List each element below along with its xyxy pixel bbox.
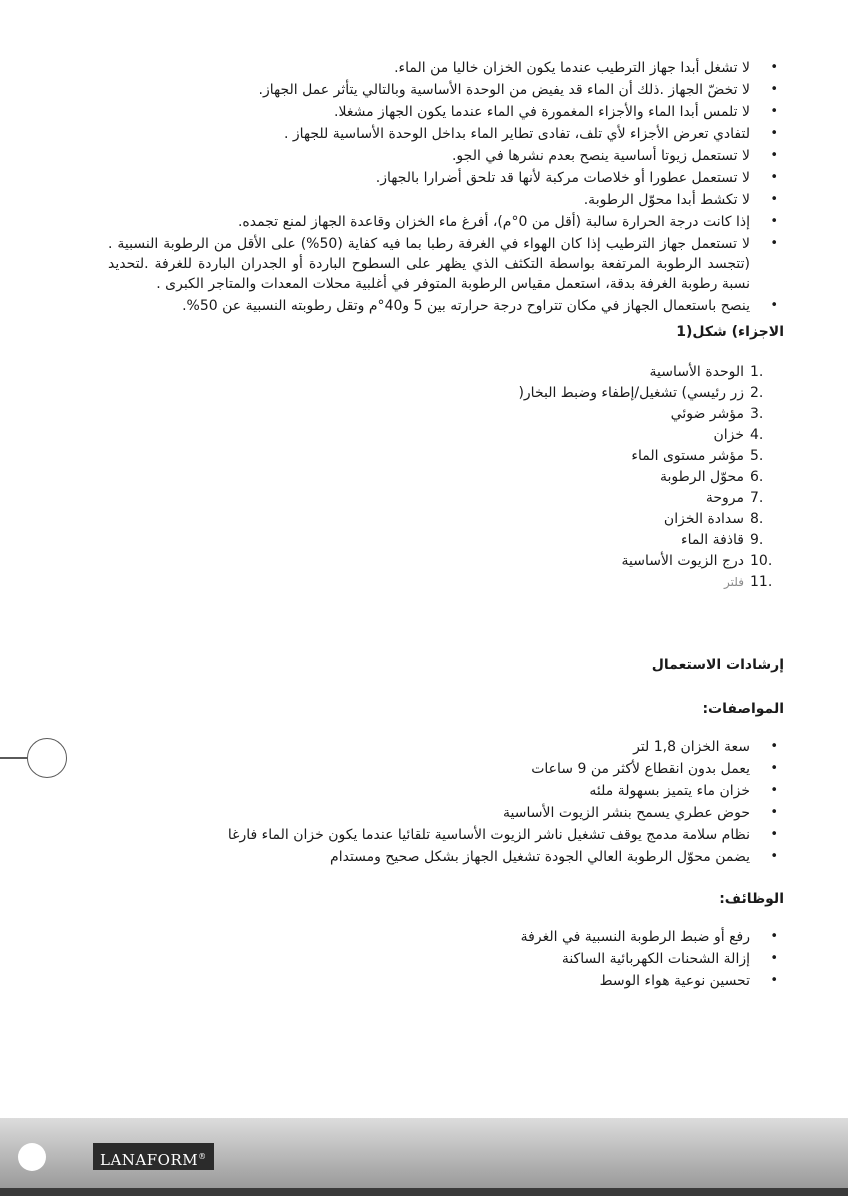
list-item: • خزان ماء يتميز بسهولة ملئه: [108, 781, 784, 801]
list-item: • لا تستعمل زيوتا أساسية ينصح بعدم نشرها في الجو.: [108, 146, 784, 166]
item-number: 6.: [750, 469, 764, 485]
list-item: • تحسين نوعية هواء الوسط: [108, 971, 784, 991]
list-item: [108, 383, 784, 404]
specs-list: [108, 737, 784, 867]
list-item: • إذا كانت درجة الحرارة سالبة (أقل من 0°م)، أفرغ ماء الخزان وقاعدة الجهاز لمنع تجمده.: [108, 212, 784, 232]
list-item: • لا تكشط أبدا محوّل الرطوبة.: [108, 190, 784, 210]
item-label: سدادة الخزان: [663, 511, 744, 527]
list-item: • يضمن محوّل الرطوبة العالي الجودة تشغيل الجهاز بشكل صحيح ومستدام: [108, 847, 784, 867]
functions-heading: الوظائف:: [719, 891, 784, 907]
margin-marker-line: [0, 757, 28, 759]
page-content: [108, 58, 784, 993]
registered-mark: ®: [198, 1152, 207, 1161]
list-item: • لتفادي تعرض الأجزاء لأي تلف، تفادى تطاير الماء بداخل الوحدة الأساسية للجهاز .: [108, 124, 784, 144]
item-number: 3.: [750, 406, 764, 422]
item-label: محوّل الرطوبة: [659, 469, 744, 485]
list-item: [108, 467, 784, 488]
list-item: • سعة الخزان 1,8 لتر: [108, 737, 784, 757]
list-item: [108, 509, 784, 530]
functions-list: [108, 927, 784, 991]
item-number: 9.: [750, 532, 764, 548]
parts-heading: الاجزاء) شكل(1: [676, 324, 784, 340]
item-number: 11.: [750, 574, 773, 590]
list-item: [108, 404, 784, 425]
item-number: 4.: [750, 427, 764, 443]
brand-name: LANAFORM: [100, 1151, 199, 1169]
list-item: • لا تخضّ الجهاز .ذلك أن الماء قد يفيض من الوحدة الأساسية وبالتالي يتأثر عمل الجهاز.: [108, 80, 784, 100]
item-label: فلتر: [724, 575, 744, 589]
item-label: مؤشر مستوى الماء: [631, 448, 744, 464]
item-label: مروحة: [705, 490, 744, 506]
brand-logo: [93, 1143, 214, 1170]
item-number: 8.: [750, 511, 764, 527]
warnings-list: [108, 58, 784, 316]
list-item: • إزالة الشحنات الكهربائية الساكنة: [108, 949, 784, 969]
list-item: • نظام سلامة مدمج يوقف تشغيل ناشر الزيوت الأساسية تلقائيا عندما يكون خزان الماء فارغا: [108, 825, 784, 845]
list-item: • لا تستعمل عطورا أو خلاصات مركبة لأنها قد تلحق أضرارا بالجهاز.: [108, 168, 784, 188]
margin-circle-marker: [27, 738, 67, 778]
item-number: 7.: [750, 490, 764, 506]
footer-bottom-strip: [0, 1188, 848, 1196]
item-number: 10.: [750, 553, 773, 569]
specs-heading: المواصفات:: [702, 701, 784, 717]
item-number: 2.: [750, 385, 764, 401]
list-item: [108, 362, 784, 383]
list-item: [108, 530, 784, 551]
item-number: 5.: [750, 448, 764, 464]
list-item: • لا تلمس أبدا الماء والأجزاء المغمورة في الماء عندما يكون الجهاز مشغلا.: [108, 102, 784, 122]
list-item: • رفع أو ضبط الرطوبة النسبية في الغرفة: [108, 927, 784, 947]
item-label: الوحدة الأساسية: [649, 364, 744, 380]
parts-list: [108, 362, 784, 593]
item-number: 1.: [750, 364, 764, 380]
list-item: [108, 572, 784, 593]
list-item: • حوض عطري يسمح بنشر الزيوت الأساسية: [108, 803, 784, 823]
item-label: خزان: [713, 427, 744, 443]
item-label: قاذفة الماء: [681, 532, 744, 548]
list-item: • يعمل بدون انقطاع لأكثر من 9 ساعات: [108, 759, 784, 779]
instructions-heading: إرشادات الاستعمال: [651, 657, 784, 673]
page-number-dot: [18, 1143, 46, 1171]
list-item: [108, 425, 784, 446]
item-label: زر رئيسي) تشغيل/إطفاء وضبط البخار(: [518, 385, 744, 401]
list-item: • لا تستعمل جهاز الترطيب إذا كان الهواء في الغرفة رطبا بما فيه كفاية (50%) على الأقل من الرطوبة النسبية .(تتجسد الرطوبة المرتفعة بواسطة التكثف الذي يظهر على السطوح الباردة أو الجدران الباردة للغرفة .لتحديد نسبة رطوبة الغرفة بدقة، استعمل مقياس الرطوبة المتوفر في أغلبية محلات المعدات والمتاجر الكبرى .: [108, 234, 784, 294]
list-item: • ينصح باستعمال الجهاز في مكان تتراوح درجة حرارته بين 5 و40°م وتقل رطوبته النسبية عن 50%.: [108, 296, 784, 316]
list-item: • لا تشغل أبدا جهاز الترطيب عندما يكون الخزان خاليا من الماء.: [108, 58, 784, 78]
item-label: مؤشر ضوئي: [670, 406, 744, 422]
list-item: [108, 488, 784, 509]
list-item: [108, 446, 784, 467]
list-item: [108, 551, 784, 572]
item-label: درج الزيوت الأساسية: [621, 553, 744, 569]
